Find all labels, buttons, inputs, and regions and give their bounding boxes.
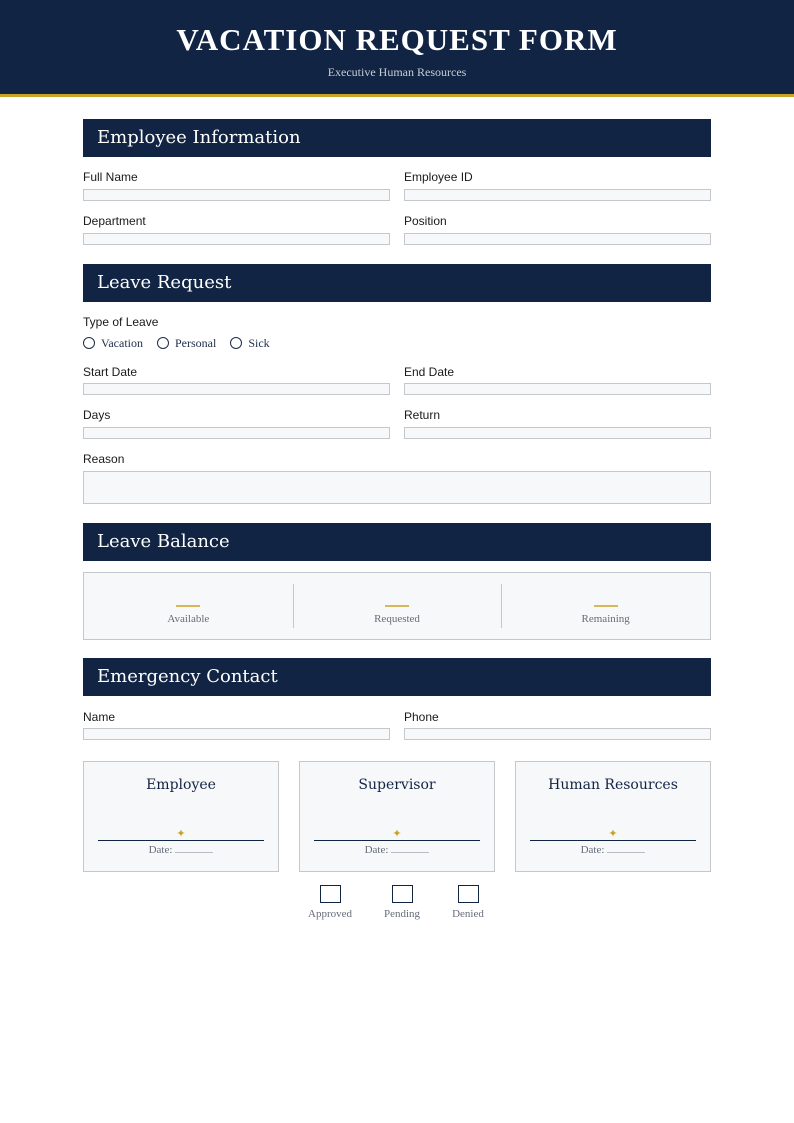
section-emergency-contact: Emergency Contact [83,658,711,696]
status-denied-label: Denied [452,908,484,920]
date-blank[interactable] [175,843,213,853]
balance-value-placeholder [594,605,618,607]
signature-date [300,843,494,856]
emergency-phone-field[interactable] [404,728,711,740]
end-date-field[interactable] [404,383,711,395]
employee-id-field[interactable] [404,189,711,201]
emergency-phone-label: Phone [404,710,439,724]
signature-employee-title: Employee [146,777,216,793]
days-field[interactable] [83,427,390,439]
star-icon: ✦ [392,828,402,840]
radio-circle-icon[interactable] [83,337,95,349]
date-label: Date: [148,844,173,856]
form-title: VACATION REQUEST FORM [176,22,618,57]
balance-requested-label: Requested [374,613,420,625]
status-denied[interactable] [438,885,498,920]
days-label: Days [83,408,111,422]
signature-date [84,843,278,856]
radio-circle-icon[interactable] [230,337,242,349]
start-date-field[interactable] [83,383,390,395]
reason-textarea[interactable] [83,471,711,504]
balance-requested [293,573,502,639]
signature-line [530,840,696,841]
radio-vacation[interactable] [83,336,143,351]
signature-human-resources[interactable] [515,761,711,872]
balance-value-placeholder [385,605,409,607]
status-approved[interactable] [300,885,360,920]
form-subtitle: Executive Human Resources [327,65,467,79]
type-of-leave-label: Type of Leave [83,315,159,329]
full-name-label: Full Name [83,170,138,184]
start-date-label: Start Date [83,365,138,379]
balance-remaining-label: Remaining [581,613,630,625]
balance-remaining [501,573,710,639]
employee-id-label: Employee ID [404,170,473,184]
leave-type-group [83,336,284,350]
radio-sick[interactable] [230,336,269,351]
signature-supervisor-title: Supervisor [358,777,436,793]
star-icon: ✦ [176,828,186,840]
position-label: Position [404,214,447,228]
checkbox-denied[interactable] [458,885,479,903]
signature-date [516,843,710,856]
radio-circle-icon[interactable] [157,337,169,349]
section-leave-request: Leave Request [83,264,711,302]
status-approved-label: Approved [308,908,352,920]
radio-sick-label: Sick [248,335,270,350]
reason-label: Reason [83,452,125,466]
return-label: Return [404,408,441,422]
status-pending[interactable] [372,885,432,920]
balance-available [84,573,293,639]
emergency-name-label: Name [83,710,116,724]
end-date-label: End Date [404,365,455,379]
signature-employee[interactable] [83,761,279,872]
department-field[interactable] [83,233,390,245]
signature-line [98,840,264,841]
signature-line [314,840,480,841]
signature-supervisor[interactable] [299,761,495,872]
checkbox-approved[interactable] [320,885,341,903]
radio-vacation-label: Vacation [101,335,143,350]
balance-value-placeholder [176,605,200,607]
form-header [0,0,794,97]
date-label: Date: [364,844,389,856]
radio-personal[interactable] [157,336,216,351]
star-icon: ✦ [608,828,618,840]
department-label: Department [83,214,146,228]
return-field[interactable] [404,427,711,439]
status-pending-label: Pending [383,908,421,920]
emergency-name-field[interactable] [83,728,390,740]
leave-balance-panel [83,572,711,640]
signature-hr-title: Human Resources [548,777,678,793]
section-employee-information: Employee Information [83,119,711,157]
radio-personal-label: Personal [174,335,217,350]
date-blank[interactable] [391,843,429,853]
balance-available-label: Available [167,613,210,625]
position-field[interactable] [404,233,711,245]
full-name-field[interactable] [83,189,390,201]
checkbox-pending[interactable] [392,885,413,903]
date-blank[interactable] [607,843,645,853]
section-leave-balance: Leave Balance [83,523,711,561]
date-label: Date: [580,844,605,856]
